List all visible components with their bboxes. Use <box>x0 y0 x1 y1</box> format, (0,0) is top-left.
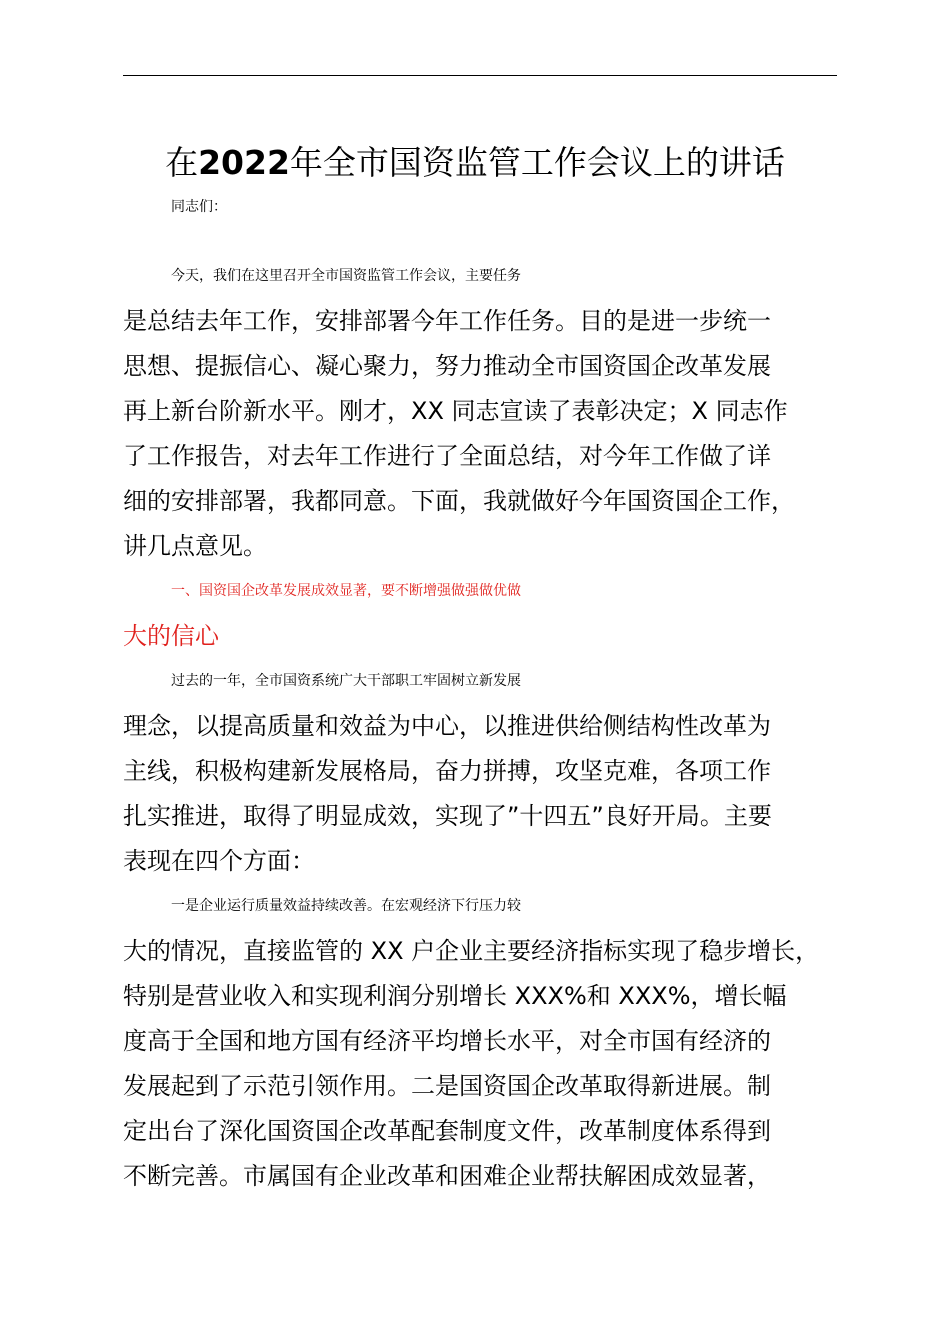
paragraph-line: 不断完善。市属国有企业改革和困难企业帮扶解困成效显著， <box>123 1162 771 1190</box>
paragraph-line: 再上新台阶新水平。刚才，XX 同志宣读了表彰决定；X 同志作 <box>123 397 788 425</box>
greeting: 同志们： <box>171 199 227 215</box>
paragraph-line: 主线，积极构建新发展格局，奋力拼搏，攻坚克难，各项工作 <box>123 757 771 785</box>
paragraph-line: 定出台了深化国资国企改革配套制度文件，改革制度体系得到 <box>123 1117 771 1145</box>
paragraph-line: 思想、提振信心、凝心聚力，努力推动全市国资国企改革发展 <box>123 352 771 380</box>
title-year: 2022 <box>198 143 290 182</box>
paragraph-line: 了工作报告，对去年工作进行了全面总结，对今年工作做了详 <box>123 442 771 470</box>
paragraph-line: 度高于全国和地方国有经济平均增长水平，对全市国有经济的 <box>123 1027 771 1055</box>
heading-line: 一、国资国企改革发展成效显著，要不断增强做强做优做 <box>171 583 521 599</box>
heading-line: 大的信心 <box>123 622 219 650</box>
paragraph-line: 一是企业运行质量效益持续改善。在宏观经济下行压力较 <box>171 898 521 914</box>
title-suffix: 年全市国资监管工作会议上的讲话 <box>289 143 785 182</box>
paragraph-line: 是总结去年工作，安排部署今年工作任务。目的是进一步统一 <box>123 307 771 335</box>
paragraph-line: 细的安排部署，我都同意。下面，我就做好今年国资国企工作， <box>123 487 795 515</box>
paragraph-line: 表现在四个方面： <box>123 847 315 875</box>
paragraph-line: 大的情况，直接监管的 XX 户企业主要经济指标实现了稳步增长， <box>123 937 820 965</box>
header-rule <box>123 75 837 76</box>
paragraph-line: 扎实推进，取得了明显成效，实现了”十四五”良好开局。主要 <box>123 802 772 830</box>
paragraph-line: 讲几点意见。 <box>123 532 267 560</box>
paragraph-line: 特别是营业收入和实现利润分别增长 XXX%和 XXX%，增长幅 <box>123 982 787 1010</box>
paragraph-line: 发展起到了示范引领作用。二是国资国企改革取得新进展。制 <box>123 1072 771 1100</box>
paragraph-line: 理念，以提高质量和效益为中心，以推进供给侧结构性改革为 <box>123 712 771 740</box>
paragraph-line: 今天，我们在这里召开全市国资监管工作会议，主要任务 <box>171 268 521 284</box>
paragraph-line: 过去的一年，全市国资系统广大干部职工牢固树立新发展 <box>171 673 521 689</box>
title-prefix: 在 <box>165 143 199 182</box>
page-title <box>0 140 950 186</box>
